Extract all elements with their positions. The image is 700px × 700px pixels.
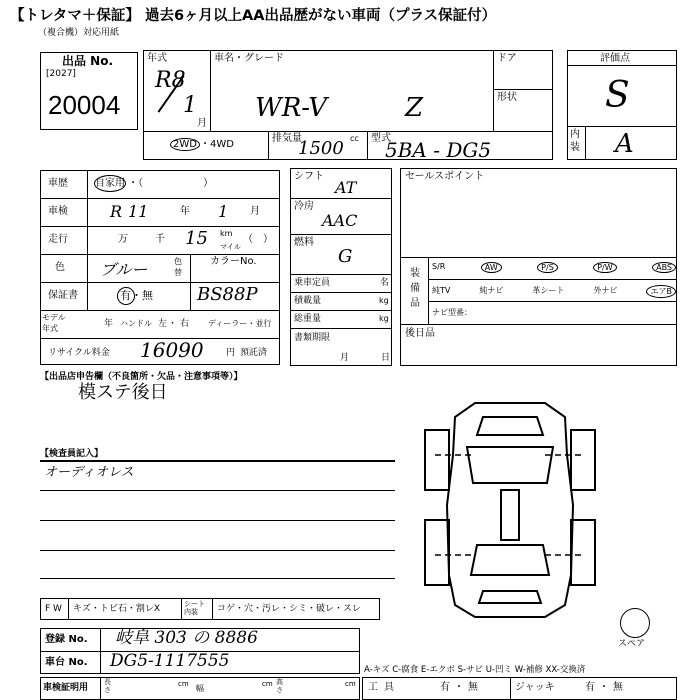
- lot-number: 20004: [48, 90, 121, 120]
- mileage-man: 万: [118, 234, 128, 245]
- after-items-label: 後日品: [405, 328, 435, 339]
- cert-length-unit: cm: [178, 680, 189, 688]
- ac-label: 冷房: [294, 201, 314, 212]
- recycle-value: 16090: [140, 338, 204, 362]
- equip-sr: S/R: [432, 262, 446, 271]
- model-type-value: 5BA - DG5: [385, 138, 492, 162]
- inspection-year: 11: [128, 202, 149, 221]
- displacement-label: 排気量: [272, 133, 302, 144]
- equip-pw: P/W: [593, 262, 616, 273]
- evaluation-label: 評価点: [600, 53, 630, 64]
- fw-items: キズ・トビ石・割レX: [73, 604, 160, 614]
- lot-label: 出品 No.: [62, 54, 114, 68]
- registration-label: 登録 No.: [45, 634, 88, 645]
- load-label: 積載量: [294, 296, 322, 306]
- equip-ps: P/S: [537, 262, 558, 273]
- drive-2wd-circle: 2WD: [170, 138, 200, 151]
- registration-value: 岐阜 303 の 8886: [115, 628, 258, 648]
- jack-label: ジャッキ: [515, 682, 555, 693]
- mileage-paren: （ ）: [243, 234, 273, 245]
- capacity-label: 乗車定員: [294, 278, 331, 288]
- model-year-unit: 年: [104, 319, 114, 329]
- cert-height: 高さ: [276, 678, 283, 694]
- displacement-value: 1500: [298, 138, 344, 159]
- handle-left: 左: [158, 319, 168, 329]
- shift-label: シフト: [294, 171, 324, 182]
- evaluation-value: S: [605, 75, 630, 116]
- inspector-text: オーディオレス: [44, 465, 134, 480]
- mileage-unit-km: km: [220, 229, 233, 238]
- year-label: 年式: [147, 53, 167, 64]
- notes-text: 模ステ後日: [78, 382, 168, 403]
- cert-width-unit: cm: [262, 680, 273, 688]
- sales-point-label: セールスポイント: [405, 171, 485, 182]
- handle-sep: ・: [168, 319, 178, 329]
- car-name-label: 車名・グレード: [214, 53, 284, 64]
- mileage-label: 走行: [48, 234, 68, 245]
- equip-tv: 純TV: [432, 286, 451, 295]
- warranty-options: 有・無: [120, 289, 153, 302]
- cert-label: 車検証明用: [43, 683, 89, 693]
- lot-year-tag: [2027]: [46, 69, 76, 79]
- inspection-year-unit: 年: [180, 206, 190, 217]
- model-year-label: モデル年式: [42, 313, 66, 333]
- chassis-value: DG5-1117555: [110, 651, 230, 671]
- equipment-row-2: [432, 285, 676, 298]
- damage-legend: A-キズ C-腐食 E-エクボ S-サビ U-凹ミ W-補修 XX-交換済: [364, 665, 586, 675]
- jack-options: 有・無: [585, 682, 627, 693]
- sub-note: （複合機）対応用紙: [38, 28, 120, 38]
- interior-label: 内装: [570, 129, 580, 153]
- recycle-deposit: 預託済: [240, 348, 268, 358]
- page-title: 【トレタマ＋保証】 過去6ヶ月以上AA出品歴がない車両（プラス保証付）: [10, 8, 497, 24]
- cert-length: 長さ: [104, 678, 111, 694]
- equipment-label: 装備品: [410, 268, 420, 309]
- drive-2wd: [170, 139, 234, 151]
- doc-deadline-month: 月: [340, 353, 350, 363]
- handle-right: 右: [180, 319, 190, 329]
- tools-options: 有・無: [440, 682, 482, 693]
- car-damage-diagram: [405, 395, 615, 625]
- shape-label: 形状: [497, 92, 517, 103]
- door-label: ドア: [497, 53, 517, 64]
- mileage-sen: 千: [155, 234, 165, 245]
- navi-model-label: ナビ型番：: [432, 308, 472, 317]
- doc-deadline-day: 日: [381, 353, 391, 363]
- capacity-unit: 名: [380, 278, 390, 288]
- equip-leather: 革シート: [532, 286, 565, 295]
- drive-sep: ・: [199, 139, 210, 150]
- fuel-value: G: [338, 246, 353, 267]
- warranty-label: 保証書: [48, 290, 78, 301]
- color-value: ブルー: [100, 260, 148, 279]
- shift-value: AT: [335, 178, 357, 197]
- recycle-label: リサイクル料金: [48, 348, 110, 358]
- recycle-unit: 円: [226, 348, 236, 358]
- mileage-value: 15: [185, 228, 208, 249]
- chassis-label: 車台 No.: [45, 657, 88, 668]
- ac-value: AAC: [322, 211, 358, 230]
- history-label: 車歴: [48, 178, 68, 189]
- handle-label: ハンドル: [120, 319, 152, 328]
- seat-items: コゲ・穴・汚レ・シミ・破レ・スレ: [217, 604, 362, 614]
- year-month-value: 1: [183, 93, 197, 118]
- equip-abs: ABS: [652, 262, 676, 273]
- load-unit: kg: [379, 296, 389, 305]
- color-no-value: BS88P: [197, 284, 258, 305]
- equip-ext-navi: 外ナビ: [593, 286, 618, 295]
- model-type-label: 型式: [371, 133, 391, 144]
- color-repaint: 色替: [174, 257, 182, 277]
- spare-circle: [620, 608, 650, 638]
- displacement-unit: cc: [350, 134, 359, 143]
- spare-label: スペア: [618, 639, 646, 649]
- year-month-unit: 月: [197, 118, 207, 129]
- fuel-label: 燃料: [294, 237, 314, 248]
- weight-label: 総重量: [294, 314, 322, 324]
- dealer-label: ディーラー・並行: [208, 319, 272, 328]
- equip-airbag: エアB: [646, 285, 676, 298]
- cert-height-unit: cm: [345, 680, 356, 688]
- mileage-unit-mile: マイル: [220, 243, 241, 251]
- inspection-label: 車検: [48, 206, 68, 217]
- grade-value: Z: [405, 93, 424, 123]
- inspection-era: R: [110, 202, 123, 221]
- cert-width: 幅: [196, 684, 204, 693]
- drive-4wd: 4WD: [209, 139, 234, 150]
- inspection-month: 1: [218, 202, 229, 221]
- fw-label: F W: [45, 604, 62, 614]
- notes-label: 【出品店申告欄（不良箇所・欠品・注意事項等）】: [40, 372, 243, 382]
- equip-aw: AW: [481, 262, 502, 273]
- interior-value: A: [615, 129, 634, 159]
- doc-deadline-label: 書類期限: [294, 333, 331, 343]
- weight-unit: kg: [379, 314, 389, 323]
- inspection-month-unit: 月: [250, 206, 260, 217]
- inspector-label: 【検査員記入】: [40, 449, 104, 459]
- tools-label: 工具: [368, 682, 400, 693]
- color-no-label: カラーNo.: [210, 256, 257, 267]
- history-options: 自家用 ・（ ）: [95, 178, 214, 189]
- car-name-value: WR-V: [255, 93, 327, 123]
- year-value: R8: [155, 68, 186, 93]
- equipment-row-1: [432, 262, 676, 273]
- color-label: 色: [55, 262, 65, 273]
- equip-navi: 純ナビ: [479, 286, 504, 295]
- seat-label: シート内装: [184, 600, 205, 616]
